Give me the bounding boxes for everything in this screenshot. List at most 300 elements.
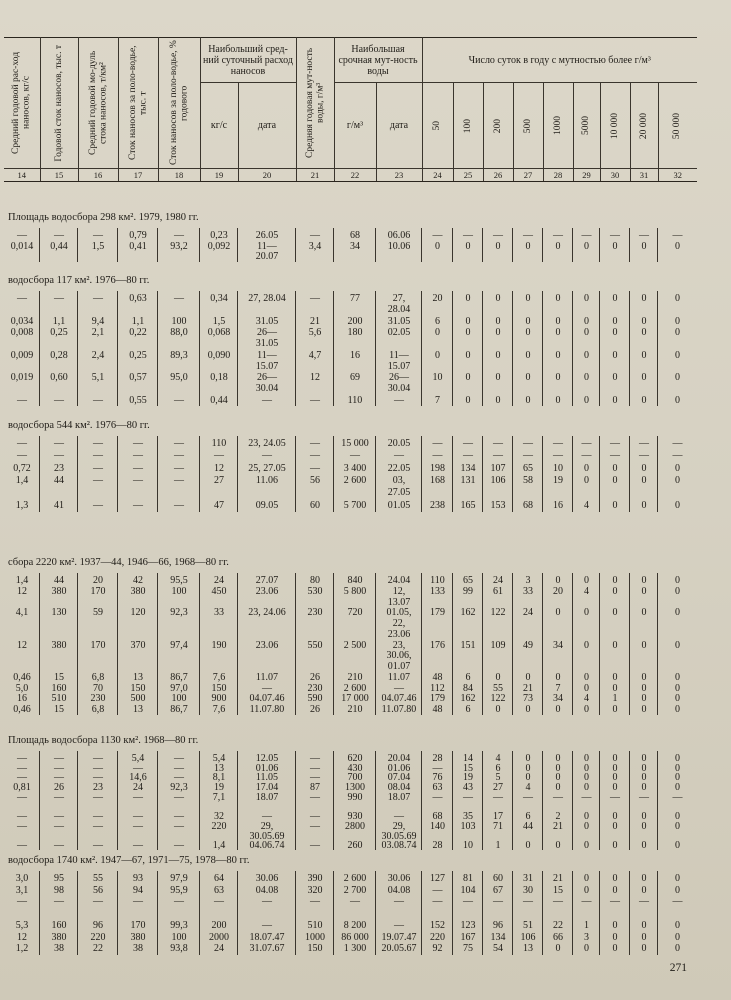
table-cell: — xyxy=(133,762,143,774)
table-cell: 7,6 xyxy=(212,671,226,683)
table-cell: 162 xyxy=(460,607,476,619)
table-cell: — xyxy=(133,475,143,486)
table-cell: 23, xyxy=(392,639,406,651)
table-cell: 27, xyxy=(392,293,406,304)
table-cell: 0 xyxy=(465,240,471,252)
table-row xyxy=(4,487,697,500)
table-cell: 15.07 xyxy=(387,360,411,372)
table-cell: 23.06 xyxy=(387,628,411,640)
table-cell: 160 xyxy=(51,919,67,931)
table-cell: — xyxy=(174,753,184,764)
table-cell: 0 xyxy=(495,394,501,406)
table-cell: — xyxy=(17,438,27,449)
table-cell: 450 xyxy=(211,585,227,597)
table-cell: — xyxy=(432,450,443,462)
table-cell: — xyxy=(17,791,27,803)
table-cell: 35 xyxy=(463,811,473,823)
table-cell: 30.05.69 xyxy=(249,830,285,842)
table-cell: 0 xyxy=(584,394,589,406)
table-cell: 0 xyxy=(612,607,618,619)
column-header xyxy=(4,37,697,182)
table-cell: 92,3 xyxy=(170,782,188,794)
table-cell: 4 xyxy=(584,693,589,705)
table-cell: 122 xyxy=(490,693,506,705)
table-cell: 49 xyxy=(523,639,533,651)
table-cell: — xyxy=(93,840,103,852)
table-cell: — xyxy=(174,450,184,462)
table-cell: — xyxy=(93,791,103,803)
table-cell: — xyxy=(639,896,649,908)
table-cell: 75 xyxy=(463,943,473,955)
table-cell: 0 xyxy=(465,394,471,406)
table-cell: 0,034 xyxy=(10,315,34,327)
table-cell: 95,0 xyxy=(170,372,188,384)
table-cell: 0 xyxy=(525,671,531,683)
table-cell: 0 xyxy=(555,762,561,774)
table-cell: 3,1 xyxy=(15,884,29,896)
table-cell: — xyxy=(350,450,360,462)
table-cell: 26— xyxy=(389,372,409,384)
col-number: 20 xyxy=(238,169,296,182)
table-cell: 0 xyxy=(612,873,618,884)
table-cell: 0 xyxy=(675,349,680,361)
table-cell: — xyxy=(133,462,143,474)
table-cell: 0,28 xyxy=(50,349,68,361)
table-cell: 20 xyxy=(553,585,563,597)
table-row xyxy=(4,840,697,853)
table-cell: 48 xyxy=(432,704,443,716)
table-cell: 0 xyxy=(495,293,501,304)
section-title: водосбора 544 км². 1976—80 гг. xyxy=(8,420,150,431)
table-cell: 10 xyxy=(553,462,563,474)
table-cell: 0 xyxy=(495,671,501,683)
table-cell: 0 xyxy=(612,682,618,694)
table-cell: 100 xyxy=(171,931,187,943)
table-cell: — xyxy=(17,230,27,241)
table-cell: — xyxy=(54,811,64,823)
table-cell: 99,3 xyxy=(170,919,188,931)
table-cell: 0,18 xyxy=(210,372,228,384)
table-cell: 0 xyxy=(584,811,589,823)
table-cell: — xyxy=(310,791,320,803)
table-cell: 0 xyxy=(612,575,618,586)
table-row xyxy=(4,395,697,408)
table-cell: 0 xyxy=(435,326,440,338)
table-cell: 0 xyxy=(584,943,589,955)
table-cell: — xyxy=(493,791,503,803)
table-cell: 29, xyxy=(392,820,406,832)
table-cell: 230 xyxy=(307,682,323,694)
table-cell: — xyxy=(262,394,272,406)
table-cell: 150 xyxy=(130,682,146,694)
table-cell: 0,63 xyxy=(129,293,147,304)
table-cell: 0 xyxy=(612,919,618,931)
table-cell: — xyxy=(672,791,683,803)
threshold-200: 200 xyxy=(483,83,513,169)
table-row xyxy=(4,251,697,264)
table-cell: — xyxy=(639,438,649,449)
table-cell: — xyxy=(639,230,649,241)
table-cell: 2 xyxy=(555,811,561,823)
table-cell: 170 xyxy=(90,639,106,651)
table-cell: 4 xyxy=(495,753,501,764)
table-cell: 09.05 xyxy=(255,499,279,511)
table-cell: — xyxy=(93,394,103,406)
table-cell: 71 xyxy=(493,820,503,832)
table-cell: 0,25 xyxy=(50,326,68,338)
table-cell: 14,6 xyxy=(129,772,147,784)
table-cell: — xyxy=(394,919,404,931)
table-cell: 0 xyxy=(584,772,589,784)
table-row xyxy=(4,463,697,476)
table-cell: 380 xyxy=(130,931,146,943)
table-cell: 0 xyxy=(612,475,618,486)
table-cell: 87 xyxy=(310,782,320,794)
table-cell: 26 xyxy=(54,782,64,794)
table-cell: 0 xyxy=(641,682,647,694)
table-cell: 122 xyxy=(490,607,506,619)
table-cell: — xyxy=(553,438,563,449)
table-cell: 0 xyxy=(555,704,561,716)
table-cell: 11.07.80 xyxy=(249,704,285,716)
table-cell: 170 xyxy=(130,919,146,931)
table-cell: 0 xyxy=(675,820,680,832)
table-cell: 31.05 xyxy=(387,315,411,327)
table-cell: 0 xyxy=(675,811,680,823)
table-cell: 0 xyxy=(525,240,531,252)
table-cell: 60 xyxy=(493,873,503,884)
table-cell: — xyxy=(93,896,103,908)
table-cell: 9,4 xyxy=(91,315,105,327)
table-cell: 11.07 xyxy=(387,671,411,683)
table-cell: — xyxy=(310,811,320,823)
table-cell: 0 xyxy=(641,585,647,597)
table-cell: 0,009 xyxy=(10,349,34,361)
table-cell: 0 xyxy=(675,607,680,619)
table-cell: 26— xyxy=(257,326,277,338)
table-cell: 5 800 xyxy=(343,585,367,597)
table-cell: 380 xyxy=(51,639,67,651)
table-cell: 2 600 xyxy=(343,682,367,694)
table-cell: 4 xyxy=(584,585,589,597)
table-cell: 150 xyxy=(307,943,323,955)
col-number: 15 xyxy=(40,169,78,182)
table-cell: 0 xyxy=(584,682,589,694)
table-cell: 930 xyxy=(347,811,363,823)
table-cell: — xyxy=(672,896,683,908)
header-mean-turbidity: Средняя годовая мут-ность воды, г/м³ xyxy=(296,38,334,169)
table-cell: — xyxy=(17,772,27,784)
table-cell: 6 xyxy=(465,704,471,716)
threshold-50: 50 xyxy=(422,83,453,169)
header-date-1: дата xyxy=(238,83,296,169)
table-cell: — xyxy=(310,293,320,304)
table-cell: 27.07 xyxy=(255,575,279,586)
table-cell: 26 xyxy=(310,671,320,683)
table-cell: 140 xyxy=(430,820,445,832)
table-cell: 0 xyxy=(641,315,647,327)
table-cell: — xyxy=(463,791,473,803)
table-cell: — xyxy=(310,450,320,462)
table-cell: 01.06 xyxy=(387,762,411,774)
table-cell: — xyxy=(581,791,592,803)
table-cell: 04.06.74 xyxy=(249,840,285,852)
table-cell: 68 xyxy=(432,811,443,823)
table-cell: 11.05 xyxy=(255,772,279,784)
table-cell: — xyxy=(133,438,143,449)
table-cell: 160 xyxy=(51,682,67,694)
col-number: 23 xyxy=(376,169,422,182)
table-cell: 0,25 xyxy=(129,349,147,361)
table-cell: 220 xyxy=(430,931,445,943)
table-cell: 510 xyxy=(307,919,323,931)
table-cell: 198 xyxy=(430,462,445,474)
table-row xyxy=(4,943,697,956)
table-cell: — xyxy=(432,230,443,241)
table-cell: 44 xyxy=(523,820,533,832)
table-cell: 0,22 xyxy=(129,326,147,338)
table-cell: 95,9 xyxy=(170,884,188,896)
table-cell: — xyxy=(262,896,272,908)
threshold-5000: 5000 xyxy=(573,83,600,169)
table-cell: 0 xyxy=(612,315,618,327)
table-cell: 27, 28.04 xyxy=(248,293,286,304)
table-cell: 68 xyxy=(523,499,533,511)
table-cell: — xyxy=(174,840,184,852)
table-cell: 165 xyxy=(460,499,476,511)
table-cell: 230 xyxy=(90,693,106,705)
table-cell: 220 xyxy=(211,820,227,832)
table-cell: 0 xyxy=(555,607,561,619)
table-cell: 22 xyxy=(553,919,563,931)
table-cell: 0 xyxy=(584,607,589,619)
table-cell: 18.07.47 xyxy=(249,931,285,943)
table-cell: 48 xyxy=(432,671,443,683)
table-cell: — xyxy=(174,438,184,449)
table-cell: — xyxy=(310,762,320,774)
table-cell: 01.06 xyxy=(255,762,279,774)
table-cell: 320 xyxy=(307,884,323,896)
table-cell: 134 xyxy=(490,931,506,943)
table-cell: — xyxy=(17,762,27,774)
table-cell: 0 xyxy=(584,315,589,327)
table-cell: 133 xyxy=(430,585,445,597)
table-cell: 0 xyxy=(612,931,618,943)
table-cell: 73 xyxy=(523,693,533,705)
table-cell: 24.04 xyxy=(387,575,411,586)
table-cell: 77 xyxy=(350,293,360,304)
table-cell: 0,72 xyxy=(13,462,31,474)
table-cell: 94 xyxy=(133,884,143,896)
table-cell: — xyxy=(17,753,27,764)
table-cell: 12 xyxy=(17,585,27,597)
table-cell: 30.04 xyxy=(387,383,411,395)
table-row xyxy=(4,450,697,463)
table-cell: 110 xyxy=(211,438,227,449)
table-cell: 58 xyxy=(523,475,533,486)
table-cell: 0 xyxy=(612,840,618,852)
table-cell: 0 xyxy=(555,315,561,327)
table-cell: 13 xyxy=(133,704,143,716)
table-cell: 3,0 xyxy=(15,873,29,884)
table-cell: 5,4 xyxy=(131,753,145,764)
table-cell: 620 xyxy=(347,753,363,764)
table-cell: 1,5 xyxy=(91,240,105,252)
table-cell: 0 xyxy=(555,753,561,764)
table-cell: 24 xyxy=(214,575,224,586)
table-cell: 55 xyxy=(93,873,103,884)
table-cell: — xyxy=(54,840,64,852)
table-cell: 93 xyxy=(133,873,143,884)
table-cell: 17 000 xyxy=(341,693,369,705)
table-cell: 2800 xyxy=(345,820,365,832)
table-cell: 34 xyxy=(350,240,360,252)
table-cell: 61 xyxy=(493,585,503,597)
table-cell: 27 xyxy=(214,475,224,486)
table-cell: 5,3 xyxy=(15,919,29,931)
table-cell: 6,8 xyxy=(91,671,105,683)
table-cell: 2 600 xyxy=(343,873,367,884)
table-cell: 96 xyxy=(93,919,103,931)
table-cell: 5 xyxy=(495,772,501,784)
col-number: 31 xyxy=(630,169,658,182)
table-cell: 89,3 xyxy=(170,349,188,361)
table-cell: 2,1 xyxy=(91,326,105,338)
table-cell: 179 xyxy=(430,693,445,705)
table-cell: 0,092 xyxy=(207,240,231,252)
table-cell: 0,014 xyxy=(10,240,34,252)
table-cell: 42 xyxy=(133,575,143,586)
table-cell: 550 xyxy=(307,639,323,651)
table-cell: — xyxy=(523,450,533,462)
table-cell: 0 xyxy=(584,349,589,361)
table-cell: 16 xyxy=(17,693,27,705)
table-cell: — xyxy=(262,450,272,462)
table-row xyxy=(4,500,697,513)
table-cell: 106 xyxy=(520,931,536,943)
table-cell: — xyxy=(310,438,320,449)
table-cell: 11.06 xyxy=(255,475,279,486)
col-number: 22 xyxy=(334,169,376,182)
table-cell: 22.05 xyxy=(387,462,411,474)
table-cell: 20 xyxy=(93,575,103,586)
table-cell: 15 xyxy=(463,762,473,774)
table-cell: 0 xyxy=(641,462,647,474)
table-cell: — xyxy=(93,462,103,474)
table-cell: 0 xyxy=(612,293,618,304)
table-cell: 01.05, xyxy=(386,607,412,619)
table-cell: 230 xyxy=(307,607,323,619)
table-cell: 0 xyxy=(555,782,561,794)
col-number: 16 xyxy=(78,169,118,182)
table-cell: 14 xyxy=(463,753,473,764)
table-cell: — xyxy=(133,450,143,462)
table-cell: 43 xyxy=(463,782,473,794)
table-cell: 0 xyxy=(675,840,680,852)
table-cell: — xyxy=(17,293,27,304)
table-cell: 31.05 xyxy=(255,338,279,350)
table-cell: 38 xyxy=(54,943,64,955)
table-cell: — xyxy=(174,394,184,406)
table-cell: 16 xyxy=(350,349,360,361)
table-cell: 0 xyxy=(641,931,647,943)
table-cell: — xyxy=(581,450,592,462)
table-cell: 56 xyxy=(93,884,103,896)
table-cell: 0 xyxy=(641,293,647,304)
table-cell: — xyxy=(93,475,103,486)
table-cell: 8 200 xyxy=(343,919,367,931)
table-cell: 17 xyxy=(493,811,503,823)
table-cell: 0 xyxy=(555,293,561,304)
table-cell: 47 xyxy=(214,499,224,511)
table-cell: 0,090 xyxy=(207,349,231,361)
table-cell: — xyxy=(54,896,64,908)
table-cell: 13 xyxy=(133,671,143,683)
table-cell: — xyxy=(54,230,64,241)
table-cell: 0 xyxy=(641,240,647,252)
header-max-turbidity: Наибольшая срочная мут-ность воды xyxy=(334,38,422,83)
table-cell: 0 xyxy=(641,884,647,896)
table-cell: — xyxy=(581,438,592,449)
table-cell: 0 xyxy=(465,326,471,338)
table-cell: 0 xyxy=(525,315,531,327)
table-cell: — xyxy=(262,682,272,694)
table-cell: 95,5 xyxy=(170,575,188,586)
table-cell: — xyxy=(553,896,563,908)
table-cell: 0 xyxy=(495,315,501,327)
table-cell: 32 xyxy=(214,811,224,823)
table-cell: 900 xyxy=(211,693,227,705)
table-cell: 11.07 xyxy=(255,671,279,683)
table-cell: 0 xyxy=(641,671,647,683)
table-cell: — xyxy=(310,840,320,852)
table-cell: 500 xyxy=(130,693,146,705)
table-cell: 0 xyxy=(641,919,647,931)
table-cell: 54 xyxy=(493,943,503,955)
table-cell: 6 xyxy=(435,315,440,327)
table-cell: 08.04 xyxy=(387,782,411,794)
table-cell: 0,46 xyxy=(13,671,31,683)
table-cell: — xyxy=(174,293,184,304)
table-cell: 26— xyxy=(257,372,277,384)
table-cell: 0 xyxy=(584,671,589,683)
table-cell: 0 xyxy=(465,372,471,384)
table-cell: 38 xyxy=(133,943,143,955)
table-cell: 0 xyxy=(641,820,647,832)
table-cell: — xyxy=(581,230,592,241)
table-cell: — xyxy=(174,762,184,774)
table-cell: — xyxy=(17,450,27,462)
table-cell: 17.04 xyxy=(255,782,279,794)
table-cell: 1,4 xyxy=(15,475,29,486)
table-cell: 97,0 xyxy=(170,682,188,694)
table-cell: 97,4 xyxy=(170,639,188,651)
table-cell: 0 xyxy=(612,762,618,774)
table-cell: 3 xyxy=(525,575,531,586)
table-cell: 109 xyxy=(490,639,506,651)
table-cell: 0 xyxy=(495,326,501,338)
col-number: 28 xyxy=(543,169,573,182)
table-cell: 0 xyxy=(612,394,618,406)
table-cell: 0 xyxy=(584,326,589,338)
table-cell: 152 xyxy=(430,919,445,931)
table-cell: 220 xyxy=(90,931,106,943)
table-cell: — xyxy=(17,811,27,823)
threshold-20000: 20 000 xyxy=(630,83,658,169)
header-sediment-yield-module: Средний годовой мо-дуль стока наносов, т/км² xyxy=(78,38,118,169)
table-cell: 7,1 xyxy=(212,791,226,803)
table-cell: — xyxy=(493,450,503,462)
